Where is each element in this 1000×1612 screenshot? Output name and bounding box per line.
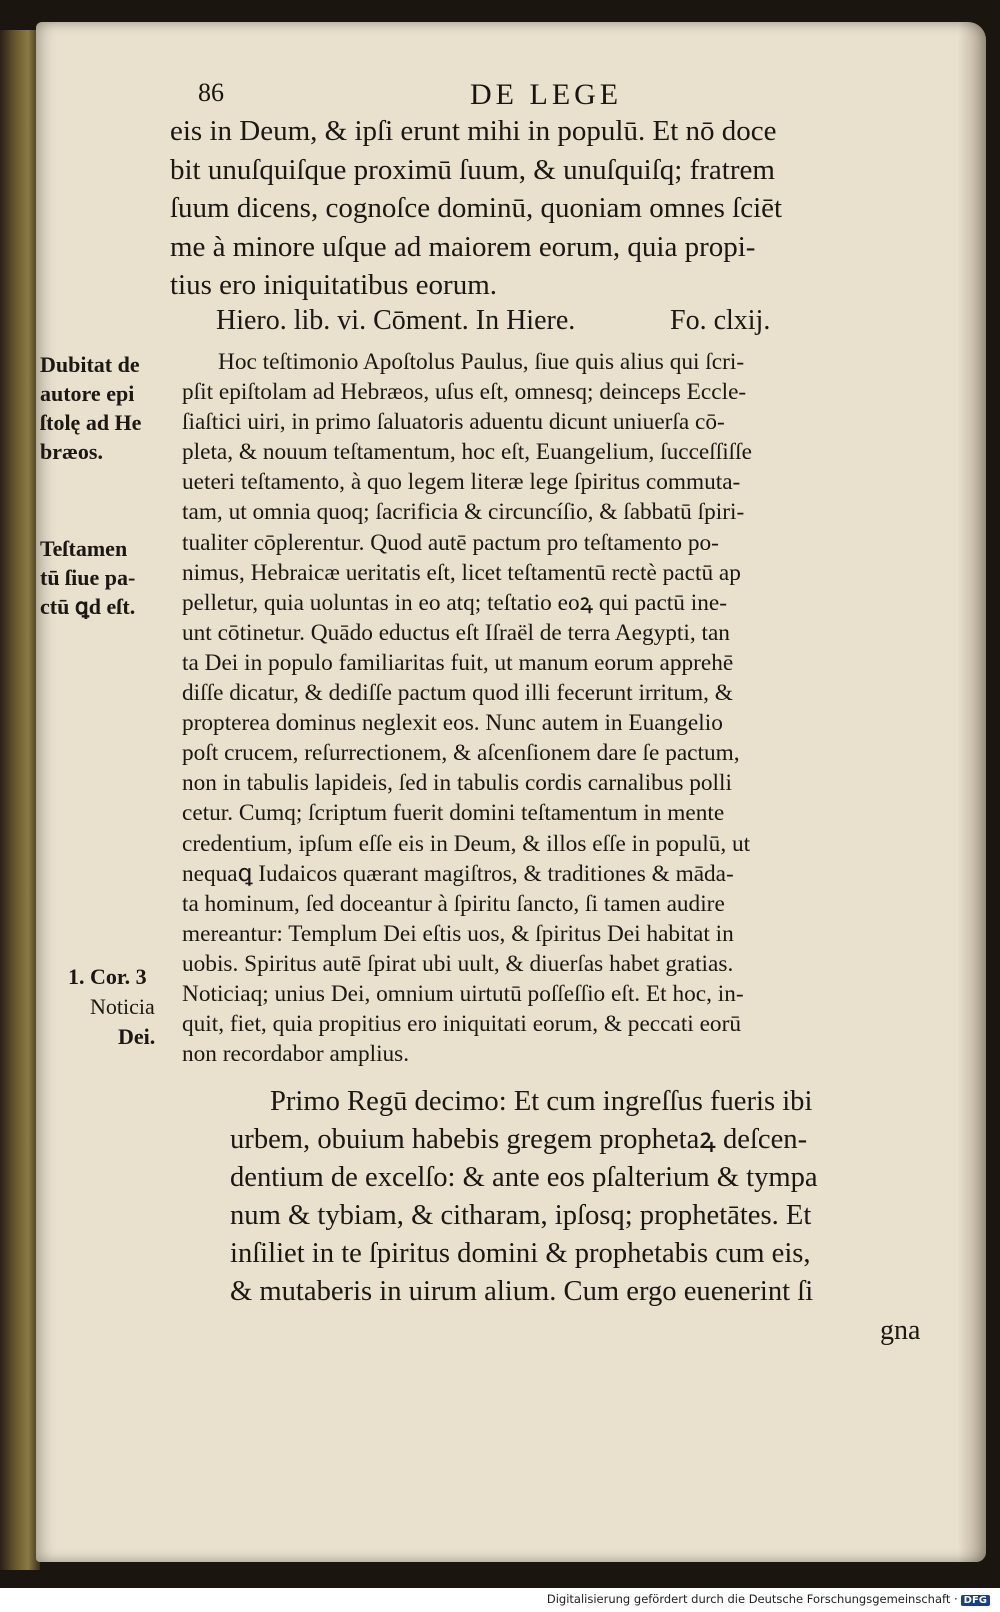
- text-line: nequaꝗ Iudaicos quærant magiſtros, & traditiones & māda-: [182, 860, 734, 887]
- text-line: diſſe dicatur, & dediſſe pactum quod illi fecerunt irritum, &: [182, 680, 733, 707]
- text-line: ſiaſtici uiri, in primo ſaluatoris aduentu dicunt uniuerſa cō-: [182, 409, 725, 436]
- text-line: ta Dei in populo familiaritas fuit, ut manum eorum apprehē: [182, 649, 734, 676]
- reference-folio: Fo. clxij.: [670, 305, 771, 336]
- text-line: bit unuſquiſque proximū ſuum, & unuſquiſq; fratrem: [170, 153, 775, 186]
- margin-line: ctū ꝗd eſt.: [40, 594, 136, 619]
- commentary-block: [182, 347, 752, 1069]
- text-line: nimus, Hebraicæ ueritatis eſt, licet teſtamentū rectè pactū ap: [182, 559, 741, 586]
- text-line: ſuum dicens, cognoſce dominū, quoniam omnes ſciēt: [170, 192, 783, 224]
- margin-line: Dubitat de: [40, 352, 140, 377]
- text-line: tius ero iniquitatibus eorum.: [170, 269, 498, 301]
- book-spine-edge: [0, 30, 40, 1570]
- text-line: poſt crucem, reſurrectionem, & aſcenſionem dare ſe pactum,: [182, 740, 740, 767]
- margin-line: autore epi: [40, 381, 135, 406]
- margin-line: Dei.: [118, 1024, 156, 1049]
- text-line: Noticiaq; unius Dei, omnium uirtutū poſſeſſio eſt. Et hoc, in-: [182, 980, 744, 1007]
- quotation-block: [170, 112, 782, 305]
- margin-note: [40, 350, 141, 466]
- text-line: non in tabulis lapideis, ſed in tabulis cordis carnalibus polli: [182, 770, 732, 797]
- text-line: ta hominum, ſed doceantur à ſpiritu ſancto, ſi tamen audire: [182, 890, 725, 917]
- credit-text: Digitalisierung gefördert durch die Deutsche Forschungsgemeinschaft ·: [546, 1592, 958, 1606]
- text-line: inſiliet in te ſpiritus domini & prophetabis cum eis,: [230, 1237, 811, 1269]
- text-line: num & tybiam, & citharam, ipſosq; prophetātes. Et: [230, 1199, 812, 1231]
- catchword: gna: [880, 1315, 921, 1346]
- text-line: uobis. Spiritus autē ſpirat ubi uult, & diuerſas habet gratias.: [182, 950, 734, 977]
- page-shadow: [958, 22, 986, 1562]
- margin-line: bræos.: [40, 439, 103, 464]
- margin-note: [40, 534, 135, 621]
- text-line: credentium, ipſum eſſe eis in Deum, & illos eſſe in populū, ut: [182, 830, 751, 857]
- text-line: Primo Regū decimo: Et cum ingreſſus fueris ibi: [270, 1086, 813, 1117]
- running-title: DE LEGE: [470, 78, 623, 111]
- margin-line: ſtolę ad He: [40, 410, 142, 435]
- text-line: unt cōtinetur. Quādo eductus eſt Iſraël de terra Aegypti, tan: [182, 619, 730, 646]
- text-line: eis in Deum, & ipſi erunt mihi in populū. Et nō doce: [170, 115, 777, 147]
- text-line: pſit epiſtolam ad Hebræos, uſus eſt, omnesq; deinceps Eccle-: [182, 379, 747, 406]
- text-line: non recordabor amplius.: [182, 1041, 410, 1068]
- text-line: ueteri teſtamento, à quo legem literæ lege ſpiritus commuta-: [182, 469, 741, 496]
- text-line: dentium de excelſo: & ante eos pſalterium & tympa: [230, 1161, 818, 1193]
- margin-line: 1. Cor. 3: [68, 964, 147, 989]
- text-line: propterea dominus neglexit eos. Nunc autem in Euangelio: [182, 710, 723, 737]
- text-line: cetur. Cumq; ſcriptum fuerit domini teſtamentum in mente: [182, 800, 725, 827]
- digitization-credit: [547, 1592, 990, 1606]
- text-line: Hoc teſtimonio Apoſtolus Paulus, ſiue quis alius qui ſcri-: [218, 349, 745, 375]
- margin-line: Teſtamen: [40, 536, 128, 561]
- dfg-logo: DFG: [961, 1595, 990, 1606]
- text-line: urbem, obuium habebis gregem prophetaꝝ deſcen-: [230, 1123, 808, 1155]
- text-line: me à minore uſque ad maiorem eorum, quia propi-: [170, 230, 756, 263]
- text-line: tam, ut omnia quoq; ſacrificia & circuncíſio, & ſabbatū ſpiri-: [182, 499, 745, 526]
- text-line: tualiter cōplerentur. Quod autē pactum pro teſtamento po-: [182, 529, 719, 556]
- text-line: pleta, & nouum teſtamentum, hoc eſt, Euangelium, ſucceſſiſſe: [182, 439, 752, 466]
- scripture-block: [230, 1083, 818, 1310]
- margin-line: tū ſiue pa-: [40, 565, 136, 590]
- margin-line: Noticia: [90, 994, 155, 1019]
- text-line: pelletur, quia uoluntas in eo atq; teſtatio eoꝝ qui pactū ine-: [182, 589, 727, 616]
- text-line: mereantur: Templum Dei eſtis uos, & ſpiritus Dei habitat in: [182, 920, 734, 947]
- text-line: & mutaberis in uirum alium. Cum ergo euenerint ſi: [230, 1275, 814, 1307]
- page-number: 86: [198, 78, 224, 107]
- text-line: quit, fiet, quia propitius ero iniquitati eorum, & peccati eorū: [182, 1011, 741, 1038]
- margin-note: [40, 962, 155, 1052]
- reference-source: Hiero. lib. vi. Cōment. In Hiere.: [216, 305, 576, 336]
